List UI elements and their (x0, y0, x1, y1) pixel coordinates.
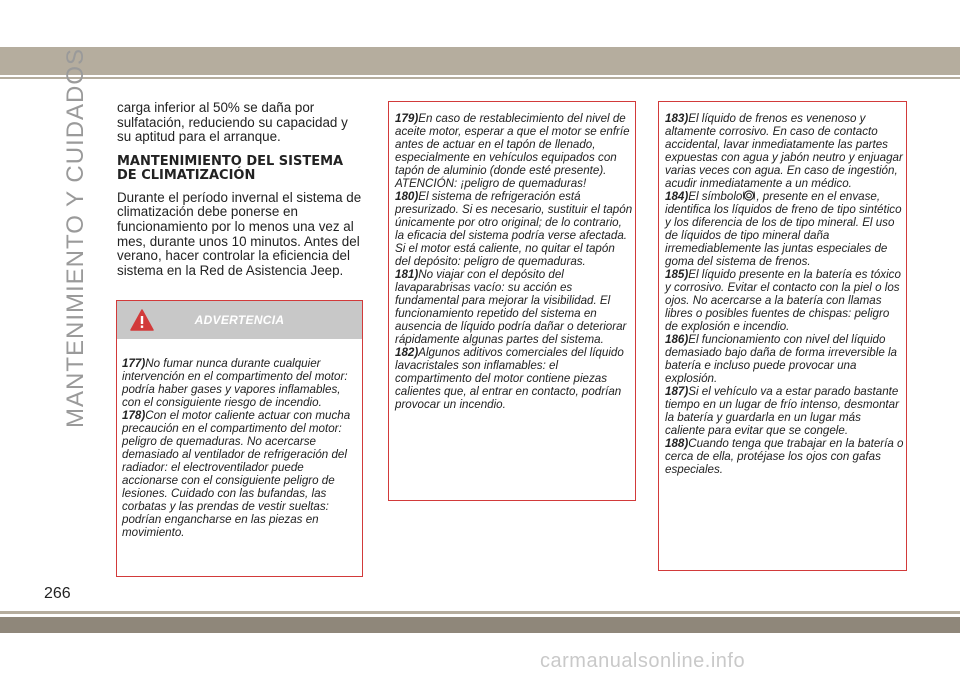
note-187 (665, 385, 904, 437)
note-number: 177) (122, 357, 146, 370)
note-text: Si el vehículo va a estar parado bastante tiempo en un lugar de frío intenso, desmontar la batería y guardarla en un lugar más caliente para evitar que se congele. (665, 385, 899, 437)
warning-box (116, 300, 363, 577)
note-text: El líquido de frenos es venenoso y altamente corrosivo. En caso de contacto accidental, lavar inmediatamente las partes expuestas con agua y jabón neutro y enjuagar varias veces con agua. En caso de ingestión, acudir inmediatamente a un médico. (665, 112, 903, 190)
note-text: Con el motor caliente actuar con mucha precaución en el compartimento del motor: peligro de quemaduras. No acercarse demasiado al ventilador de refrigeración del radiador: el electroventilador puede accionarse con el consiguiente peligro de lesiones. Cuidado con las bufandas, las corbatas y las prendas de vestir sueltas: podrían engancharse en las piezas en movimiento. (122, 409, 351, 539)
warning-title: ADVERTENCIA (194, 313, 285, 327)
note-text: El sistema de refrigeración está presurizado. Si es necesario, sustituir el tapón únicamente por otro original; de lo contrario, la eficacia del sistema podría verse afectada. Si el motor está caliente, no quitar el tapón del depósito: peligro de quemaduras. (395, 190, 633, 268)
note-number: 187) (665, 385, 689, 398)
warning-notes-col2 (395, 112, 633, 411)
note-177 (122, 357, 359, 409)
note-179 (395, 112, 633, 190)
note-text: Algunos aditivos comerciales del líquido lavacristales son inflamables: el compartimento del motor contiene piezas calientes que, al entrar en contacto, podrían provocar un incendio. (395, 346, 624, 411)
note-number: 188) (665, 437, 689, 450)
warning-box-col3 (658, 101, 907, 571)
footer-rule (0, 611, 960, 614)
note-184 (665, 190, 904, 268)
section-body: Durante el período invernal el sistema de climatización debe ponerse en funcionamiento por lo menos una vez al mes, durante unos 10 minutos. Antes del verano, hacer controlar la eficiencia del sistema en la Red de Asistencia Jeep. (117, 189, 362, 278)
note-text: El funcionamiento con nivel del líquido demasiado bajo daña de forma irreversible la batería e incluso puede provocar una explosión. (665, 333, 898, 385)
note-number: 183) (665, 112, 689, 125)
warning-header (117, 301, 362, 339)
warning-box-col2 (388, 101, 636, 501)
header-rule (0, 77, 960, 79)
section-heading-line-1: MANTENIMIENTO DEL SISTEMA (117, 153, 344, 169)
note-178 (122, 409, 359, 539)
note-181 (395, 268, 633, 346)
header-band (0, 47, 960, 75)
page-number: 266 (44, 585, 71, 602)
note-text: No fumar nunca durante cualquier intervención en el compartimento del motor: podría haber gases y vapores inflamables, con el consiguiente riesgo de incendio. (122, 357, 348, 409)
note-text: Cuando tenga que trabajar en la batería o cerca de ella, protéjase los ojos con gafas especiales. (665, 437, 904, 476)
note-text-after: , presente en el envase, identifica los líquidos de freno de tipo sintético y los diferencia de los de tipo mineral. El uso de líquidos de tipo mineral daña irremediablemente las juntas especiales de goma del sistema de frenos. (665, 190, 902, 268)
note-number: 181) (395, 268, 419, 281)
note-188 (665, 437, 904, 476)
intro-paragraph: carga inferior al 50% se daña por sulfatación, reduciendo su capacidad y su aptitud para el arranque. (117, 100, 348, 145)
section-heading-line-2: DE CLIMATIZACIÓN (117, 167, 256, 183)
note-text-before: El símbolo (688, 190, 743, 203)
note-182 (395, 346, 633, 411)
note-185 (665, 268, 904, 333)
watermark: carmanualsonline.info (540, 650, 746, 672)
note-text: En caso de restablecimiento del nivel de aceite motor, esperar a que el motor se enfríe antes de actuar en el tapón de llenado, especialmente en vehículos equipados con tapón de aluminio (donde esté presente). ATENCIÓN: ¡peligro de quemaduras! (395, 112, 630, 190)
note-number: 179) (395, 112, 419, 125)
brake-fluid-symbol-icon (743, 190, 755, 201)
note-text: No viajar con el depósito del lavaparabrisas vacío: su acción es fundamental para mejorar la visibilidad. El funcionamiento repetido del sistema en ausencia de líquido podría dañar o deteriorar rápidamente algunas partes del sistema. (395, 268, 627, 346)
note-text: El líquido presente en la batería es tóxico y corrosivo. Evitar el contacto con la piel o los ojos. No acercarse a la batería con llamas libres o posibles fuentes de chispas: peligro de explosión e incendio. (665, 268, 901, 333)
note-number: 178) (122, 409, 146, 422)
section-heading (117, 155, 365, 183)
chapter-side-title: MANTENIMIENTO Y CUIDADOS (62, 47, 89, 428)
note-number: 184) (665, 190, 689, 203)
column-1 (117, 101, 365, 278)
note-183 (665, 112, 904, 190)
note-180 (395, 190, 633, 268)
note-number: 186) (665, 333, 689, 346)
note-number: 182) (395, 346, 419, 359)
warning-notes-col1 (122, 357, 359, 539)
footer-band (0, 617, 960, 633)
note-number: 185) (665, 268, 689, 281)
note-number: 180) (395, 190, 419, 203)
note-186 (665, 333, 904, 385)
warning-notes-col3 (665, 112, 904, 476)
